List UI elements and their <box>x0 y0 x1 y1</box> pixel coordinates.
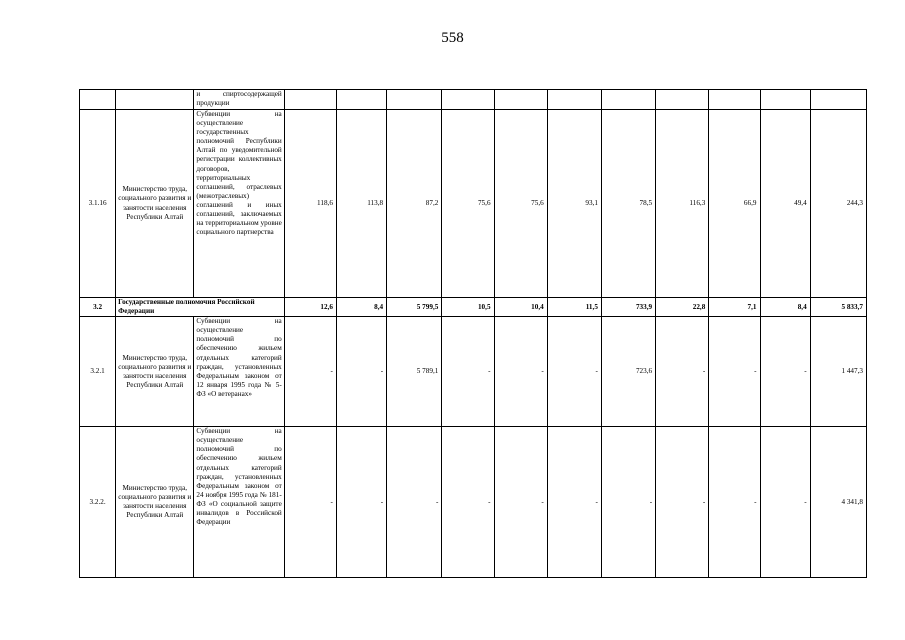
value-cell: 12,6 <box>284 298 336 317</box>
table-row <box>80 110 867 298</box>
value-cell: 49,4 <box>760 110 810 298</box>
value-cell: - <box>656 317 709 427</box>
section-code: 3.2 <box>80 298 116 317</box>
value-cell: 8,4 <box>336 298 386 317</box>
value-cell: 8,4 <box>760 298 810 317</box>
value-cell: 10,4 <box>494 298 547 317</box>
value-cell: - <box>336 317 386 427</box>
row-organization: Министерство труда, социального развития и занятости населения Республики Алтай <box>116 110 194 298</box>
value-cell: 5 799,5 <box>387 298 442 317</box>
row-description: Субвенции на осуществление государственных полномочий Республики Алтай по уведомительной регистрации коллективных договоров, территориальных соглашений, отраслевых (межотраслевых) соглашений и иных соглашений, заключаемых на территориальном уровне социального партнерства <box>194 110 284 298</box>
table-row <box>80 317 867 427</box>
value-cell <box>601 90 655 110</box>
value-cell: 11,5 <box>547 298 601 317</box>
row-code: 3.1.16 <box>80 110 116 298</box>
value-cell: - <box>442 317 494 427</box>
value-cell: 93,1 <box>547 110 601 298</box>
value-cell: - <box>760 317 810 427</box>
table-row <box>80 90 867 110</box>
row-organization: Министерство труда, социального развития и занятости населения Республики Алтай <box>116 317 194 427</box>
value-cell: 118,6 <box>284 110 336 298</box>
section-name: Государственные полномочия Российской Федерации <box>116 298 285 317</box>
value-cell: 244,3 <box>810 110 866 298</box>
value-cell <box>284 90 336 110</box>
section-row <box>80 298 867 317</box>
table-row <box>80 427 867 578</box>
row-organization <box>116 90 194 110</box>
value-cell: 66,9 <box>709 110 760 298</box>
value-cell: - <box>284 317 336 427</box>
budget-table <box>79 89 867 578</box>
value-cell: - <box>442 427 494 578</box>
value-cell: 10,5 <box>442 298 494 317</box>
value-cell: 733,9 <box>601 298 655 317</box>
value-cell: 7,1 <box>709 298 760 317</box>
value-cell: 78,5 <box>601 110 655 298</box>
value-cell: - <box>336 427 386 578</box>
value-cell: - <box>547 317 601 427</box>
value-cell: 4 341,8 <box>810 427 866 578</box>
row-code: 3.2.2. <box>80 427 116 578</box>
value-cell: 5 833,7 <box>810 298 866 317</box>
value-cell: 87,2 <box>387 110 442 298</box>
value-cell: - <box>547 427 601 578</box>
row-code: 3.2.1 <box>80 317 116 427</box>
value-cell: 75,6 <box>442 110 494 298</box>
value-cell <box>547 90 601 110</box>
value-cell: - <box>387 427 442 578</box>
value-cell <box>442 90 494 110</box>
value-cell: - <box>709 427 760 578</box>
value-cell: - <box>709 317 760 427</box>
value-cell: 1 447,3 <box>810 317 866 427</box>
value-cell: 22,8 <box>656 298 709 317</box>
page-number: 558 <box>441 30 464 46</box>
value-cell <box>709 90 760 110</box>
value-cell <box>336 90 386 110</box>
value-cell: - <box>601 427 655 578</box>
value-cell: 113,8 <box>336 110 386 298</box>
value-cell <box>656 90 709 110</box>
value-cell: - <box>284 427 336 578</box>
value-cell: 723,6 <box>601 317 655 427</box>
row-description: Субвенции на осуществление полномочий по обеспечению жильем отдельных категорий граждан, установленных Федеральным законом от 24 ноября 1995 года № 181-ФЗ «О социальной защите инвалидов в Российской Федерации <box>194 427 284 578</box>
value-cell: - <box>760 427 810 578</box>
value-cell: 116,3 <box>656 110 709 298</box>
row-description: Субвенции на осуществление полномочий по обеспечению жильем отдельных категорий граждан, установленных Федеральным законом от 12 января 1995 года № 5-ФЗ «О ветеранах» <box>194 317 284 427</box>
value-cell <box>760 90 810 110</box>
value-cell: - <box>656 427 709 578</box>
value-cell <box>810 90 866 110</box>
row-code <box>80 90 116 110</box>
value-cell: 5 789,1 <box>387 317 442 427</box>
row-description: и спиртосодержащей продукции <box>194 90 284 110</box>
value-cell <box>387 90 442 110</box>
value-cell: 75,6 <box>494 110 547 298</box>
value-cell: - <box>494 317 547 427</box>
value-cell <box>494 90 547 110</box>
value-cell: - <box>494 427 547 578</box>
row-organization: Министерство труда, социального развития и занятости населения Республики Алтай <box>116 427 194 578</box>
